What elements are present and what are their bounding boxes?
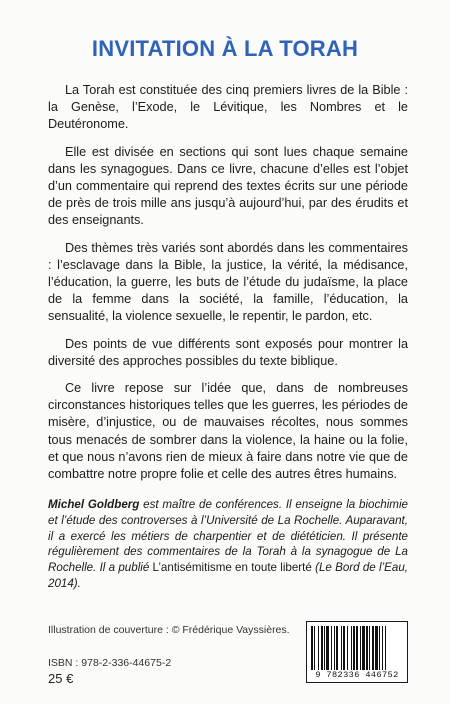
previous-book-title: L’antisémitisme en toute liberté	[152, 561, 312, 575]
book-title: INVITATION À LA TORAH	[91, 36, 359, 61]
blurb-paragraph: La Torah est constituée des cinq premiers livres de la Bible : la Genèse, l’Exode, le Lévitique, les Nombres et le Deutéronome.	[48, 83, 408, 132]
blurb-paragraph: Des thèmes très variés sont abordés dans les commentaires : l’esclavage dans la Bible, la justice, la vérité, la médisance, l’éducation, la guerre, les buts de l’étude du judaïsme, la place de la femme dans la société, la famille, l’éducation, la sensualité, la violence sexuelle, le repentir, le pardon, etc.	[48, 240, 408, 324]
blurb-paragraph: Elle est divisée en sections qui sont lues chaque semaine dans les synagogues. Dans ce livre, chacune d’elles est l’objet d’un commentaire qui reprend des textes écrits sur une période de près de trois mille ans jusqu’à aujourd’hui, par des érudits et des enseignants.	[48, 144, 408, 228]
barcode-bars	[310, 626, 406, 670]
illustration-credit: Illustration de couverture : © Frédérique Vayssières.	[48, 624, 290, 636]
author-bio-text: est maître de conférences. Il enseigne la biochimie et l’étude des controverses à l’Université de La Rochelle. Auparavant, il a exercé les métiers de charpentier et de diététicien. Il présente régulièrement des commentaires de la Torah à la synagogue de La Rochelle. Il a publié	[48, 498, 408, 575]
author-bio-publisher: (Le Bord de l’Eau, 2014).	[48, 561, 408, 590]
barcode	[306, 621, 408, 683]
isbn-label: ISBN : 978-2-336-44675-2	[48, 657, 172, 669]
blurb	[48, 82, 408, 493]
blurb-paragraph: Ce livre repose sur l’idée que, dans de nombreuses circonstances historiques telles que les guerres, les périodes de misère, d’injustice, ou de mauvaises récoltes, nous sommes tous menacés de sombrer dans la violence, la haine ou la folie, et que nous n’avons rien de mieux à faire dans notre vie que de combattre notre propre folie et celle des autres êtres humains.	[48, 381, 408, 482]
price-label: 25 €	[48, 671, 74, 686]
author-bio	[48, 497, 408, 592]
barcode-number: 9 782336 446752	[315, 670, 399, 680]
author-name: Michel Goldberg	[48, 498, 140, 511]
blurb-paragraph: Des points de vue différents sont exposés pour montrer la diversité des approches possibles du texte biblique.	[48, 336, 408, 368]
